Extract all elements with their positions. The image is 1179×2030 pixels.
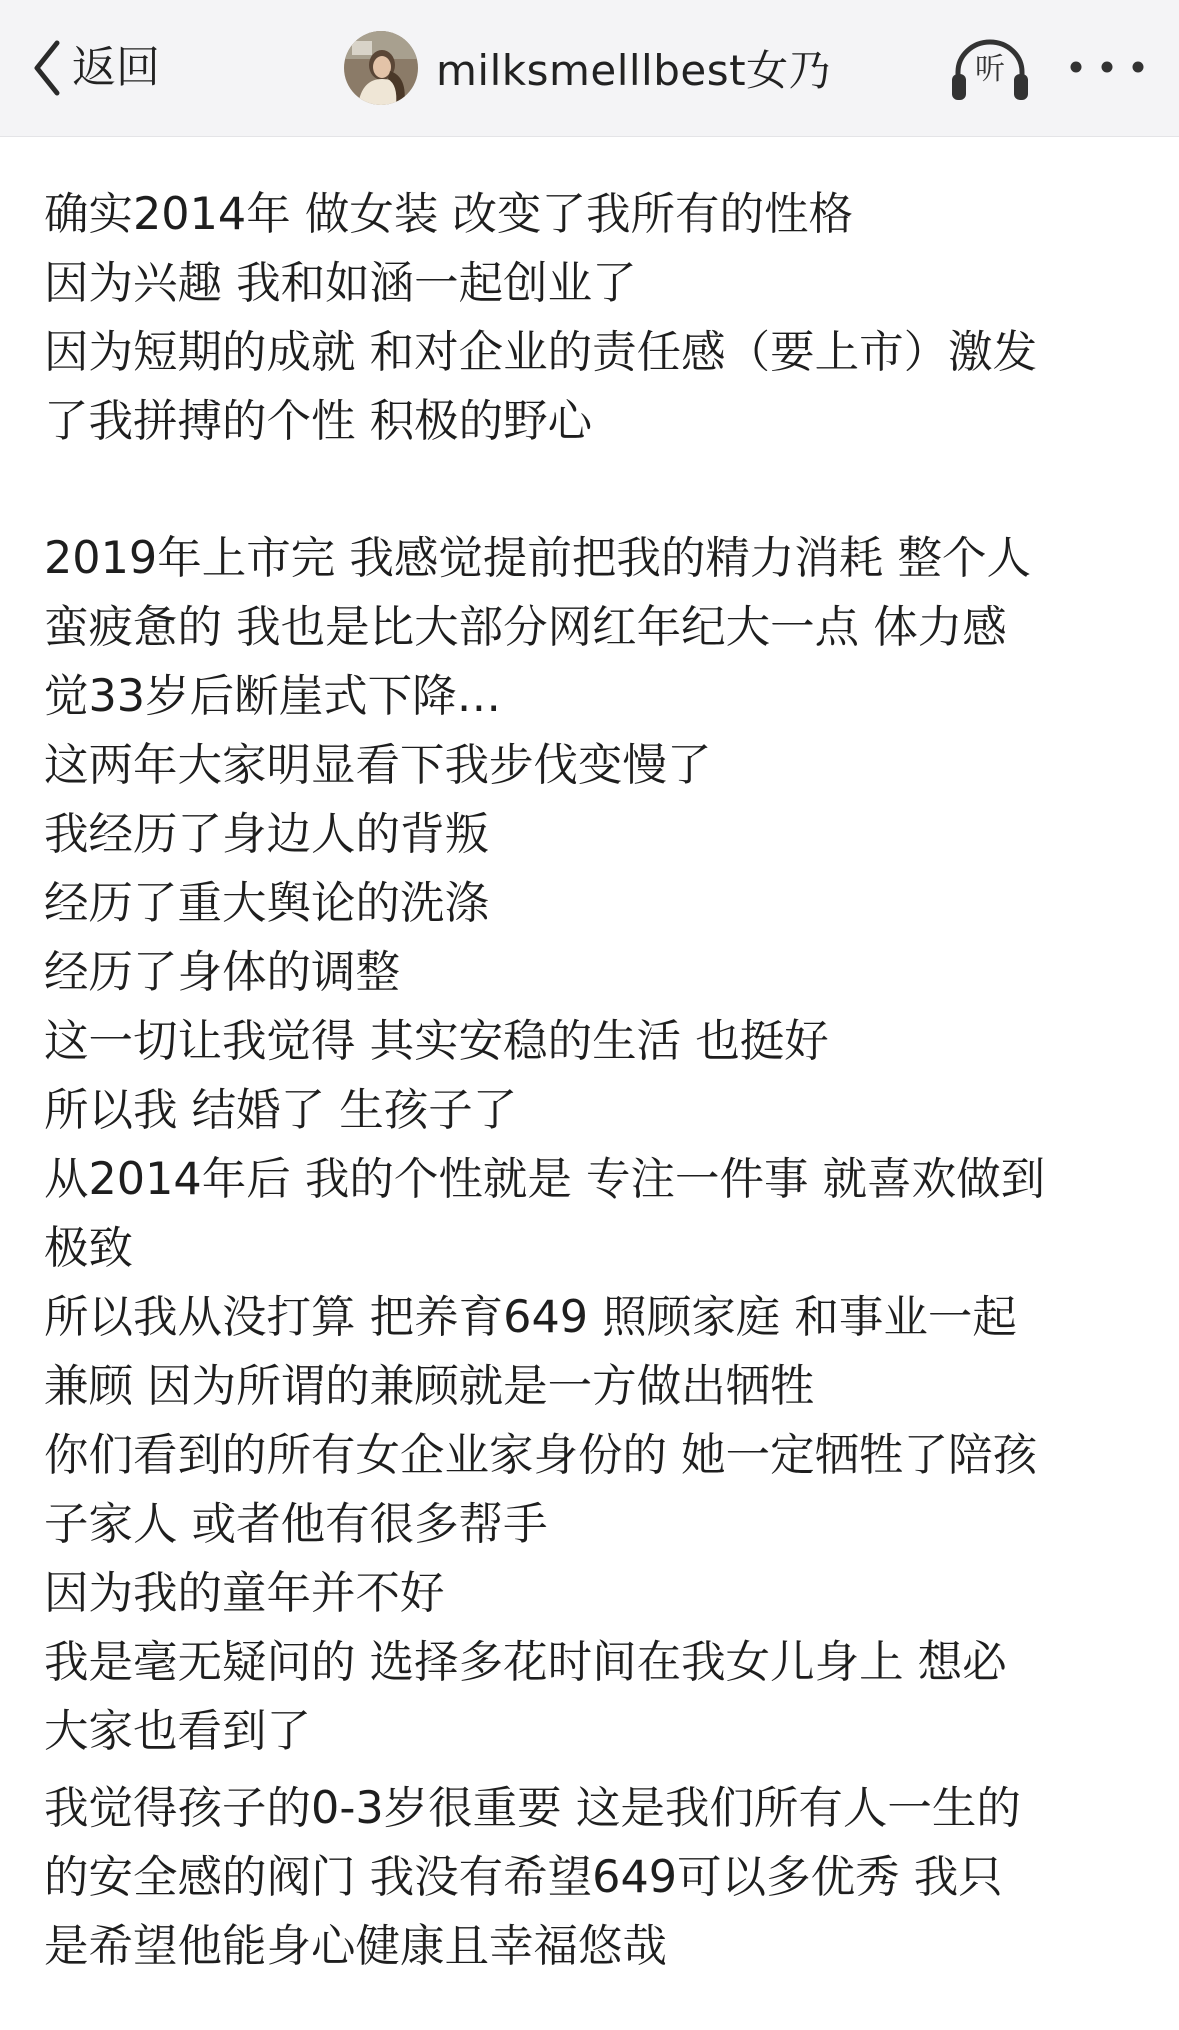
post-text-line: 我经历了身边人的背叛 [44,809,490,860]
post-text-line: 子家人 或者他有很多帮手 [44,1499,548,1550]
post-text-line: 因为我的童年并不好 [44,1568,445,1619]
post-text-line: 觉33岁后断崖式下降… [44,671,502,722]
post-text-line: 是希望他能身心健康且幸福悠哉 [44,1921,668,1972]
post-text-line: 经历了身体的调整 [44,947,401,998]
username[interactable]: milksmelllbest女乃 [436,46,832,95]
listen-button[interactable] [950,34,1030,104]
post-text-line: 了我拼搏的个性 积极的野心 [44,396,593,447]
paragraph-spacer [44,456,1144,524]
post-text-line: 因为短期的成就 和对企业的责任感（要上市）激发 [44,327,1038,378]
top-navigation-bar [0,0,1179,137]
post-text-line: 这一切让我觉得 其实安稳的生活 也挺好 [44,1016,829,1067]
post-text-line: 这两年大家明显看下我步伐变慢了 [44,740,712,791]
post-text-line: 的安全感的阀门 我没有希望649可以多优秀 我只 [44,1852,1003,1903]
back-label: 返回 [72,42,160,93]
paragraph-spacer [44,1766,1144,1774]
more-dots-icon [1064,44,1150,90]
more-options-button[interactable] [1064,44,1150,90]
chevron-left-icon [32,39,62,97]
post-text-line: 我觉得孩子的0-3岁很重要 这是我们所有人一生的 [44,1783,1021,1834]
post-text-line: 确实2014年 做女装 改变了我所有的性格 [44,189,854,240]
post-text-line: 从2014年后 我的个性就是 专注一件事 就喜欢做到 [44,1154,1046,1205]
post-text-line: 所以我从没打算 把养育649 照顾家庭 和事业一起 [44,1292,1017,1343]
user-avatar[interactable] [344,31,418,105]
post-text-line: 所以我 结婚了 生孩子了 [44,1085,518,1136]
post-content [44,180,1144,1981]
post-text-line: 极致 [44,1223,134,1274]
listen-label: 听 [975,52,1005,87]
post-text-line: 经历了重大舆论的洗涤 [44,878,490,929]
post-text-line: 2019年上市完 我感觉提前把我的精力消耗 整个人 [44,533,1032,584]
post-paragraph-3 [44,1774,1144,1981]
post-paragraph-1 [44,180,1144,456]
post-text-line: 大家也看到了 [44,1706,312,1757]
post-text-line: 因为兴趣 我和如涵一起创业了 [44,258,637,309]
profile-header[interactable] [344,30,831,106]
post-text-line: 我是毫无疑问的 选择多花时间在我女儿身上 想必 [44,1637,1007,1688]
back-button[interactable] [32,34,160,102]
post-text-line: 兼顾 因为所谓的兼顾就是一方做出牺牲 [44,1361,815,1412]
post-text-line: 你们看到的所有女企业家身份的 她一定牺牲了陪孩 [44,1430,1038,1481]
post-paragraph-2 [44,524,1144,1766]
post-text-line: 蛮疲惫的 我也是比大部分网红年纪大一点 体力感 [44,602,1007,653]
